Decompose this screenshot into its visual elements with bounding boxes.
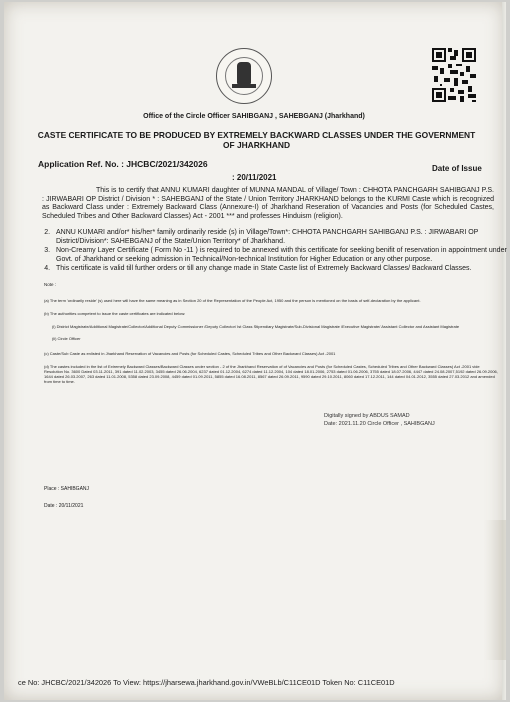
certificate-points <box>40 229 508 275</box>
digital-signature: Digitally signed by ABDUS SAMAD <box>324 413 410 419</box>
signatory-designation: Date: 2021.11.20 Circle Officer , SAHIBGANJ <box>324 421 435 427</box>
note-c: (c) Caste/Sub Caste as enlisted in Jharkhand Reservation of Vacancies and Posts (for Scheduled Castes, Scheduled Tribes and Other Backward Classes) Act -2001 <box>44 351 336 356</box>
state-emblem-icon <box>216 48 272 104</box>
note-d: (d) The castes included in the list of Extremely Backward Classes/Backward Classes under section - 2 of the Jharkhand Reservation of of Vacancies and Posts (for Scheduled Castes, Scheduled Tribes and Other Backward Classes) Act -2001 vide Resolution No. 3600 Dated 03.11.2011, 391 dated 11.02.2003, 3455 dated 26.06.2004, 6237 dated 01.12.2004, 6274 dated 11.12.2004, 104 dated 18.01.2006, 2753 dated 01.06.2006, 3755 dated 18.07.2006, 4447 dated 24.08.2007,5192 dated 26.09.2006, 1644 dated 26.03.2007, 263 dated 11.01.2008, 5358 dated 23.09.2008, 4459 dated 01.09.2011, 5855 dated 16.08.2011, 8567 dated 26.09.2011, 9590 dated 29.10.2011, 8060 dated 17.12.2011, 144 dated 04.01.2012, 3555 dated 27.03.2012 and amended from time to time. <box>44 364 498 384</box>
certification-paragraph: This is to certify that ANNU KUMARI daughter of MUNNA MANDAL of Village/ Town : CHHOTA PANCHGARH SAHIBGANJ P.S. : JIRWABARI OP District / Division * : SAHEBGANJ of the State / Union Territory JHARKHAND belongs to the KURMI Caste which is recognized as Backward Class under : Extremely Backward Class (Annexure-I) of Jharkhand Reseration of Vacancies and Posts (for Scheduled Castes, Scheduled Tribes and Other Backward Classes) Act - 2001 *** and professes Hinduism (religion). <box>42 187 494 220</box>
note-b-i: (i) District Magistrate/Additional Magistrate/Collector/Additional Deputy Commissioner /Deputy Collector/ Ist Class Stipendiary Magistrate/Sub-Divisional Magistrate /Executive Magistrate/ Assistant Collector and Assistant Magistrate <box>52 324 460 329</box>
date-of-issue-value: : 20/11/2021 <box>232 173 277 182</box>
note-b-ii: (ii) Circle Officer <box>52 336 81 341</box>
date-field: Date : 20/11/2021 <box>44 503 84 509</box>
qr-code-icon <box>432 48 476 102</box>
verification-footer: ce No: JHCBC/2021/342026 To View: https://jharsewa.jharkhand.gov.in/VWeBLb/C11CE01D Token No: C11CE01D <box>18 678 395 687</box>
point-residence: 2. ANNU KUMARI and/or* his/her* family ordinarily reside (s) in Village/Town*: CHHOTA PANCHGARH SAHIBGANJ P.S. : JIRWABARI OP District/Division*: SAHEBGANJ of the State/Union Territory* of Jharkhand. <box>52 229 508 246</box>
note-a: (a) The term 'ordinarily reside' (s) used here will have the same meaning as in Section 20 of the Representation of the People Act, 1950 and the person is mentioned on the basis of self-declaration by the applicant. <box>44 298 421 303</box>
note-label: Note : <box>44 282 57 287</box>
certificate-sheet <box>4 2 507 700</box>
office-heading: Office of the Circle Officer SAHIBGANJ , SAHEBGANJ (Jharkhand) <box>143 113 365 120</box>
application-ref: Application Ref. No. : JHCBC/2021/342026 <box>38 159 208 169</box>
place-field: Place : SAHIBGANJ <box>44 486 90 492</box>
point-non-creamy-layer: 3. Non-Creamy Layer Certificate ( Form No -11 ) is required to be annexed with this certificate for seeking benifit of reservation in appointment under Govt. of Jharkhand or seeking admission in Technical/Non-technical Institution for Higher Education or any other purpose. <box>52 247 508 264</box>
certificate-title: CASTE CERTIFICATE TO BE PRODUCED BY EXTREMELY BACKWARD CLASSES UNDER THE GOVERNMENT OF JHARKHAND <box>37 130 476 150</box>
paper-wear <box>484 520 506 660</box>
point-validity: 4. This certificate is valid till further orders or till any change made in State Caste list of Extremely Backward Classes/ Backward Classes. <box>52 265 508 274</box>
date-of-issue-label: Date of Issue <box>432 164 482 173</box>
note-b: (b) The authorities competent to issue the caste certificates are indicated below: <box>44 311 186 316</box>
